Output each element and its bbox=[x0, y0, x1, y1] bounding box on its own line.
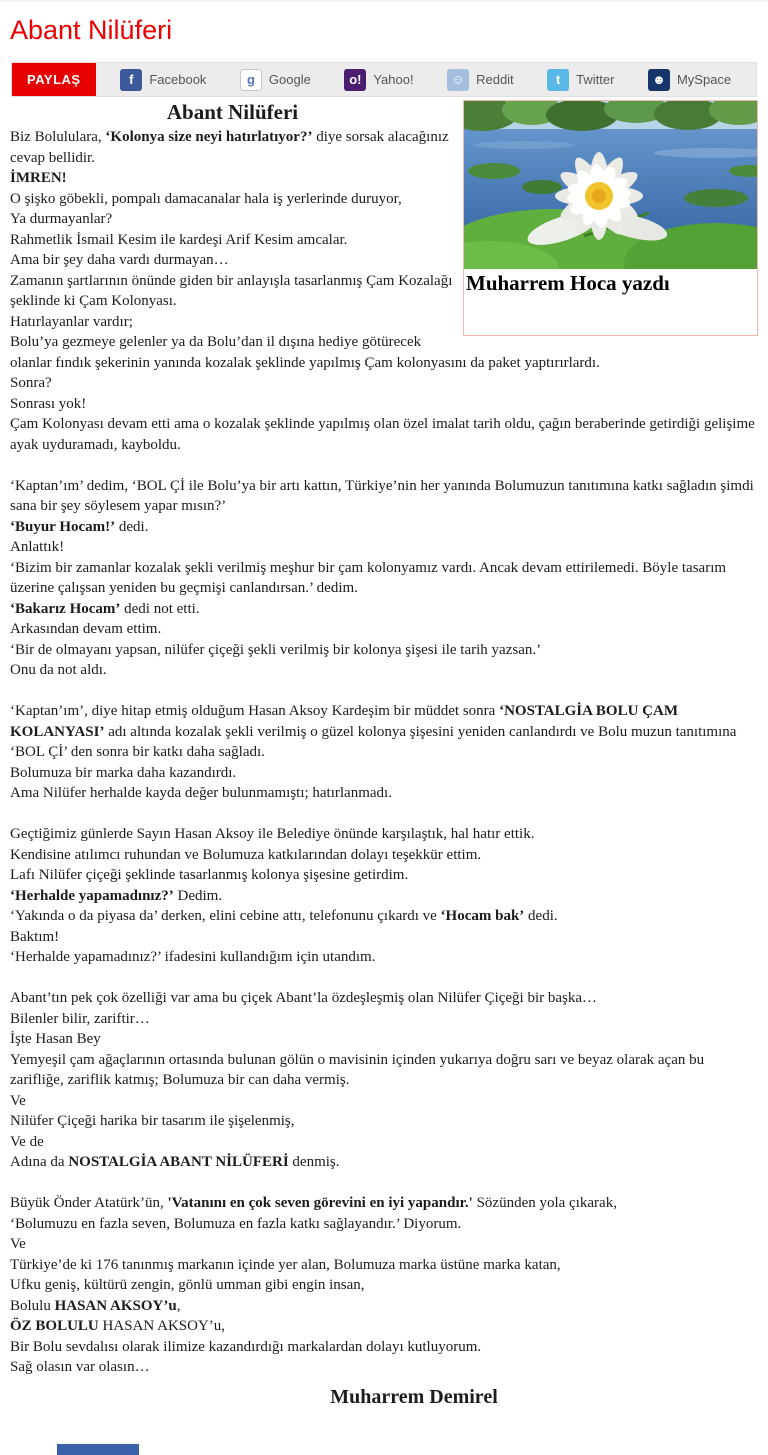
article-line: Büyük Önder Atatürk’ün, 'Vatanını en çok seven görevini en iyi yapandır.' Sözünden yola çıkarak, bbox=[10, 1195, 617, 1211]
share-item-label: Reddit bbox=[476, 72, 514, 87]
article-line: Bolu’ya gezmeye gelenler ya da Bolu’dan il dışına hediye götürecek olanlar fındık şekerinin yanında kozalak şeklinde yapılmış Çam kolonyasını da paket yaptırırlardı. bbox=[10, 334, 600, 371]
article-line: ‘Kaptan’ım’ dedim, ‘BOL Çİ ile Bolu’ya bir artı kattın, Türkiye’nin her yanında Bolumuzun tanıtımına katkı sağladın şimdi sana bir şey söylesem yapar mısın?’ bbox=[10, 477, 754, 514]
share-item-label: Google bbox=[268, 72, 311, 87]
article-line: Ve de bbox=[10, 1133, 44, 1150]
article-line bbox=[10, 455, 758, 476]
footer-bar bbox=[57, 1444, 139, 1455]
article-line: İşte Hasan Bey bbox=[10, 1031, 101, 1047]
google-icon: g bbox=[240, 69, 262, 91]
article-line: Bilenler bilir, zariftir… bbox=[10, 1010, 150, 1027]
article-line: Ve bbox=[10, 1092, 26, 1109]
author-signature: Muharrem Demirel bbox=[330, 1385, 498, 1408]
share-item-myspace[interactable] bbox=[648, 69, 731, 91]
top-divider bbox=[0, 0, 768, 2]
article-line: Onu da not aldı. bbox=[10, 662, 107, 678]
article-image-box bbox=[463, 100, 758, 336]
article-line bbox=[10, 681, 758, 702]
article-line: Adına da NOSTALGİA ABANT NİLÜFERİ denmiş. bbox=[10, 1154, 340, 1170]
article-line: ‘Buyur Hocam!’ dedi. bbox=[10, 518, 149, 535]
article-line: Ya durmayanlar? bbox=[10, 211, 113, 227]
share-item-label: Twitter bbox=[576, 72, 615, 87]
article-line: Ufku geniş, kültürü zengin, gönlü umman gibi engin insan, bbox=[10, 1277, 365, 1293]
article-line: O şişko göbekli, pompalı damacanalar hala iş yerlerinde duruyor, bbox=[10, 190, 402, 207]
article-line: Sonrası yok! bbox=[10, 395, 87, 412]
article-line: Ama bir şey daha vardı durmayan… bbox=[10, 252, 229, 268]
article-line: ‘Kaptan’ım’, diye hitap etmiş olduğum Hasan Aksoy Kardeşim bir müddet sonra ‘NOSTALGİA BOLU ÇAM KOLANYASI’ adı altında kozalak şekli verilmiş o güzel kolonya şişesini yeniden canlandırdı ve Bolu muzun tanıtımına ‘BOL Çİ’ den sonra bir katkı daha sağladı. bbox=[10, 703, 737, 760]
paylas-share-button[interactable]: PAYLAŞ bbox=[12, 63, 96, 96]
share-item-google[interactable] bbox=[240, 69, 311, 91]
article-line: ‘Bir de olmayanı yapsan, nilüfer çiçeği şekli verilmiş bir kolonya şişesi ile tarih yazsan.’ bbox=[10, 641, 542, 658]
photo-caption: Muharrem Hoca yazdı bbox=[466, 271, 670, 295]
article-line: Çam Kolonyası devam etti ama o kozalak şeklinde yapılmış olan özel imalat tarih oldu, çağın beraberinde getirdiği gelişime ayak uyduramadı, kayboldu. bbox=[10, 416, 755, 453]
article bbox=[0, 97, 768, 1410]
article-line bbox=[10, 804, 758, 825]
article-line: Hatırlayanlar vardır; bbox=[10, 313, 133, 330]
article-line: İMREN! bbox=[10, 170, 67, 186]
share-item-yahoo[interactable] bbox=[344, 69, 413, 91]
article-line: Geçtiğimiz günlerde Sayın Hasan Aksoy ile Belediye önünde karşılaştık, hal hatır ettik. bbox=[10, 826, 535, 842]
article-line: Sağ olasın var olasın… bbox=[10, 1359, 150, 1375]
article-line: Bolumuza bir marka daha kazandırdı. bbox=[10, 764, 237, 781]
share-bar bbox=[11, 62, 757, 97]
share-item-twitter[interactable] bbox=[547, 69, 614, 91]
article-line: Biz Bolululara, ‘Kolonya size neyi hatırlatıyor?’ diye sorsak alacağınız cevap bellidir. bbox=[10, 129, 449, 166]
reddit-icon: ☺ bbox=[447, 69, 469, 91]
article-line: ‘Yakında o da piyasa da’ derken, elini cebine attı, telefonunu çıkardı ve ‘Hocam bak’ dedi. bbox=[10, 908, 558, 924]
article-line: Bir Bolu sevdalısı olarak ilimize kazandırdığı markalardan dolayı kutluyorum. bbox=[10, 1338, 482, 1355]
myspace-icon: ☻ bbox=[648, 69, 670, 91]
article-line: Sonra? bbox=[10, 375, 52, 391]
water-lily-photo bbox=[464, 101, 757, 269]
share-item-facebook[interactable] bbox=[120, 69, 206, 91]
page-title: Abant Nilüferi bbox=[10, 15, 173, 45]
article-line: Rahmetlik İsmail Kesim ile kardeşi Arif Kesim amcalar. bbox=[10, 231, 348, 248]
article-line: ‘Herhalde yapamadınız?’ ifadesini kullandığım için utandım. bbox=[10, 949, 376, 965]
article-line: Nilüfer Çiçeği harika bir tasarım ile şişelenmiş, bbox=[10, 1113, 295, 1129]
share-item-reddit[interactable] bbox=[447, 69, 514, 91]
twitter-icon: t bbox=[547, 69, 569, 91]
share-item-label: MySpace bbox=[676, 72, 732, 87]
yahoo-icon: o! bbox=[344, 69, 366, 91]
article-line: ÖZ BOLULU HASAN AKSOY’u, bbox=[10, 1318, 226, 1334]
article-line: Yemyeşil çam ağaçlarının ortasında bulunan gölün o mavisinin içinden yukarıya doğru sarı ve beyaz olarak açan bu zarifliğe, zariflik katmış; Bolumuza bir can daha vermiş. bbox=[10, 1051, 705, 1088]
article-line: Abant’tın pek çok özelliği var ama bu çiçek Abant’la özdeşleşmiş olan Nilüfer Çiçeği bir başka… bbox=[10, 990, 598, 1006]
article-line: ‘Bizim bir zamanlar kozalak şekli verilmiş meşhur bir çam kolonyamız vardı. Ancak devam ettirilemedi. Böyle tasarım üzerine çalışsan yeniden bu geçmişi canlandırsan.’ dedim. bbox=[10, 559, 727, 596]
article-line: Bolulu HASAN AKSOY’u, bbox=[10, 1297, 181, 1314]
article-line: Ve bbox=[10, 1236, 26, 1252]
article-line: Lafı Nilüfer çiçeği şeklinde tasarlanmış kolonya şişesine getirdim. bbox=[10, 867, 409, 883]
article-line: Arkasından devam ettim. bbox=[10, 621, 162, 637]
article-line: Türkiye’de ki 176 tanınmış markanın içinde yer alan, Bolumuza marka üstüne marka katan, bbox=[10, 1256, 561, 1273]
article-line: ‘Bolumuzu en fazla seven, Bolumuza en fazla katkı sağlayandır.’ Diyorum. bbox=[10, 1215, 462, 1232]
article-line: Anlattık! bbox=[10, 539, 65, 555]
share-item-label: Yahoo! bbox=[373, 72, 414, 87]
article-title: Abant Nilüferi bbox=[166, 100, 299, 124]
article-line: Kendisine atılımcı ruhundan ve Bolumuza katkılarından dolayı teşekkür ettim. bbox=[10, 846, 482, 863]
share-items bbox=[96, 63, 756, 96]
article-line: ‘Bakarız Hocam’ dedi not etti. bbox=[10, 600, 200, 617]
article-line: ‘Herhalde yapamadınız?’ Dedim. bbox=[10, 887, 223, 904]
article-line: Baktım! bbox=[10, 928, 60, 945]
article-line: Ama Nilüfer herhalde kayda değer bulunmamıştı; hatırlanmadı. bbox=[10, 785, 392, 801]
share-item-label: Facebook bbox=[149, 72, 207, 87]
facebook-icon: f bbox=[120, 69, 142, 91]
article-line: Zamanın şartlarının önünde giden bir anlayışla tasarlanmış Çam Kozalağı şeklinde ki Çam Kolonyası. bbox=[10, 272, 453, 309]
article-line bbox=[10, 968, 758, 989]
article-line bbox=[10, 1173, 758, 1194]
